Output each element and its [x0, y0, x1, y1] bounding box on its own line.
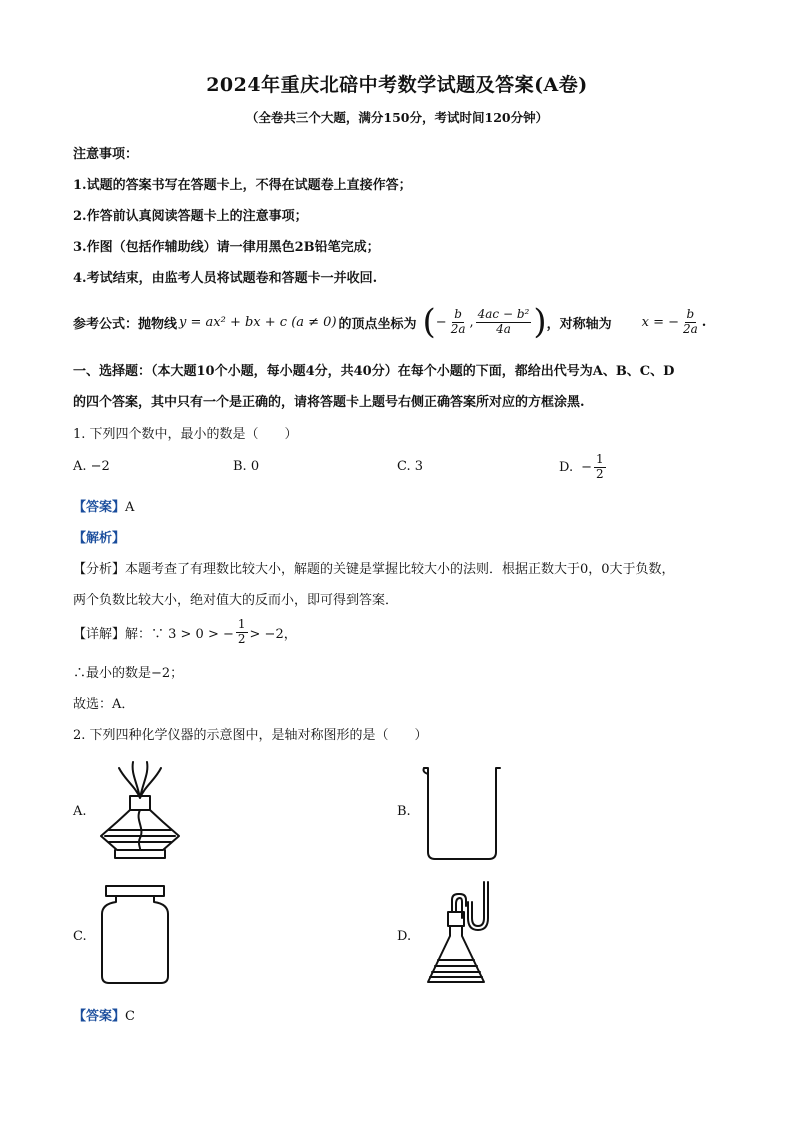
q1-option-b: B. 0 — [233, 459, 260, 474]
reference-formula — [73, 300, 706, 344]
q1-detail-numerator: 1 — [237, 617, 246, 632]
q1-analysis-tag: 【解析】 — [73, 531, 126, 546]
q1-option-c: C. 3 — [397, 459, 424, 474]
q1-detail-fraction — [236, 618, 248, 645]
q2-option-d-label: D. — [397, 929, 412, 944]
formula-comma: , — [469, 314, 474, 330]
q1-detail-suffix: > −2， — [249, 626, 297, 642]
note-item-3: 3.作图（包括作辅助线）请一律用黑色2B铅笔完成； — [73, 240, 380, 255]
formula-vertex-y — [476, 308, 532, 335]
q2-option-c-label: C. — [73, 929, 87, 944]
notes-heading: 注意事项： — [73, 147, 139, 162]
formula-axis-lhs: x = − — [641, 314, 679, 330]
formula-equation: y = ax² + bx + c (a ≠ 0) — [179, 314, 337, 330]
note-item-2: 2.作答前认真阅读答题卡上的注意事项； — [73, 209, 308, 224]
note-item-1: 1.试题的答案书写在答题卡上，不得在试题卷上直接作答； — [73, 178, 412, 193]
axis-numerator: b — [686, 307, 695, 322]
q2-answer-tag: 【答案】 — [73, 1009, 126, 1024]
q1-stem: 1. 下列四个数中，最小的数是（ ） — [73, 427, 298, 442]
q2-option-b-label: B. — [397, 804, 411, 819]
section1-instructions-line2: 的四个答案，其中只有一个是正确的，请将答题卡上题号右侧正确答案所对应的方框涂黑. — [73, 395, 585, 410]
q1-answer — [73, 496, 134, 515]
q1-option-d-denominator: 2 — [596, 466, 604, 481]
formula-axis-fraction — [681, 308, 700, 335]
q1-option-a: A. −2 — [73, 459, 110, 474]
q1-choice: 故选：A． — [73, 697, 135, 712]
conical-flask-with-tube-icon — [424, 878, 498, 990]
vertex-y-denominator: 4a — [496, 321, 511, 336]
formula-vertex-x — [449, 308, 468, 335]
q1-detail-prefix: 【详解】解：∵ 3 > 0 > − — [73, 626, 234, 642]
q2-stem: 2. 下列四种化学仪器的示意图中，是轴对称图形的是（ ） — [73, 728, 428, 743]
q1-option-d-fraction — [594, 453, 606, 480]
note-item-4: 4.考试结束，由监考人员将试题卷和答题卡一并收回. — [73, 271, 378, 286]
vertex-x-numerator: b — [454, 307, 462, 322]
q1-analysis-line2: 两个负数比较大小，绝对值大的反而小，即可得到答案． — [73, 593, 399, 608]
q1-option-d — [559, 449, 608, 485]
axis-denominator: 2a — [683, 321, 698, 336]
formula-paren-open: ( — [422, 302, 436, 342]
formula-vertex-text: 的顶点坐标为 — [338, 316, 417, 332]
q1-option-d-sign: − — [581, 459, 592, 475]
q2-answer — [73, 1005, 135, 1024]
q1-option-d-numerator: 1 — [596, 452, 604, 467]
q1-answer-value: A — [125, 500, 135, 515]
gas-jar-icon — [98, 882, 172, 988]
formula-paren-close: ) — [533, 302, 547, 342]
q2-option-a-label: A. — [73, 804, 87, 819]
alcohol-lamp-icon — [95, 758, 185, 868]
vertex-y-numerator: 4ac − b² — [477, 307, 530, 322]
q1-conclusion: ∴最小的数是−2； — [73, 666, 184, 681]
q1-answer-tag: 【答案】 — [73, 500, 126, 515]
q1-detail — [73, 614, 297, 650]
q1-analysis-line1: 【分析】本题考查了有理数比较大小，解题的关键是掌握比较大小的法则．根据正数大于0，0大于负数， — [73, 562, 675, 577]
vertex-x-denominator: 2a — [450, 321, 466, 336]
formula-label: 参考公式：抛物线 — [73, 316, 178, 332]
q2-answer-value: C — [125, 1009, 135, 1024]
page-subtitle: （全卷共三个大题，满分150分，考试时间120分钟） — [245, 110, 549, 125]
section1-instructions-line1: 一、选择题：（本大题10个小题，每小题4分，共40分）在每个小题的下面，都给出代号为A、B、C、D — [73, 364, 675, 379]
formula-period: . — [701, 314, 707, 330]
q1-detail-denominator: 2 — [237, 631, 246, 646]
beaker-icon — [420, 764, 504, 864]
q1-option-d-label: D. — [559, 459, 574, 475]
formula-axis-text: ，对称轴为 — [546, 316, 612, 332]
formula-vertex-x-sign: − — [435, 314, 447, 330]
page-title: 2024年重庆北碚中考数学试题及答案(A卷) — [206, 74, 588, 96]
